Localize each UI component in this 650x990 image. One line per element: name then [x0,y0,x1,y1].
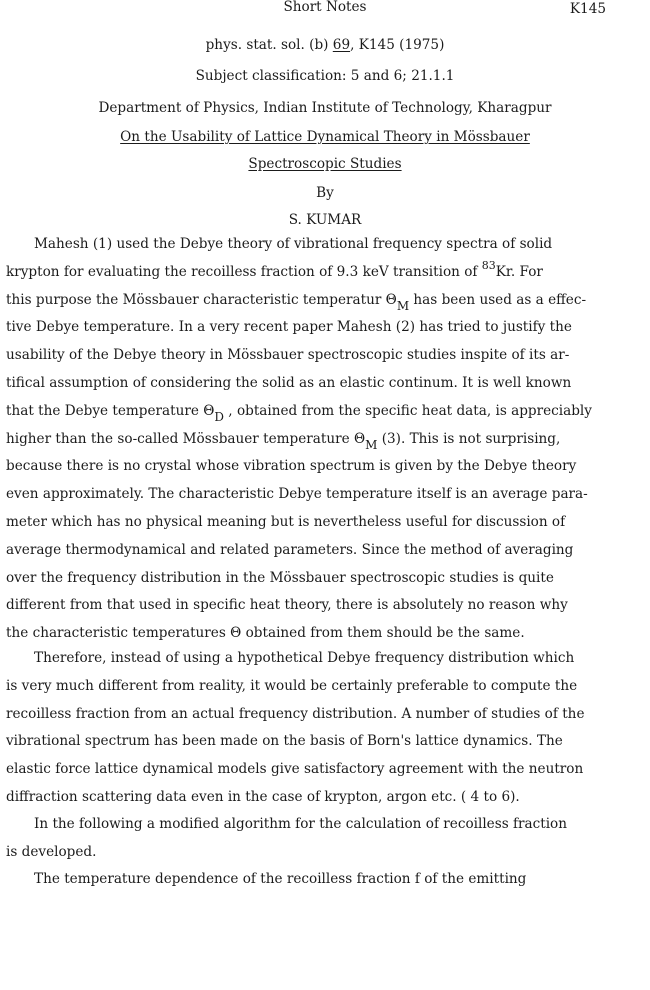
subscript: D [214,409,224,424]
text-line: vibrational spectrum has been made on the basis of Born's lattice dynamics. The [6,733,563,750]
text-line: is very much different from reality, it would be certainly preferable to compute the [6,677,578,694]
text-line: In the following a modified algorithm for the calculation of recoilless fraction [34,816,567,832]
subject-classification: Subject classification: 5 and 6; 21.1.1 [195,68,455,84]
page-code: K145 [569,1,606,17]
text-line: tive Debye temperature. In a very recent paper Mahesh (2) has tried to justify the [6,319,572,336]
text-line: the characteristic temperatures Θ obtained from them should be the same. [6,625,525,642]
subscript: M [365,437,378,452]
text-line: over the frequency distribution in the Mössbauer spectroscopic studies is quite [6,569,554,586]
text-line: recoilless fraction from an actual frequency distribution. A number of studies of the [6,705,585,722]
paragraph-2 [6,645,622,812]
text-line: meter which has no physical meaning but is nevertheless useful for discussion of [6,513,566,530]
text-line: average thermodynamical and related parameters. Since the method of averaging [6,541,574,558]
text-line: Mahesh (1) used the Debye theory of vibrational frequency spectra of solid [34,236,553,252]
text-line: is developed. [6,843,97,860]
text-line: because there is no crystal whose vibration spectrum is given by the Debye theory [6,458,577,475]
text-line: tifical assumption of considering the solid as an elastic continum. It is well known [6,374,572,391]
title-line-2: Spectroscopic Studies [248,156,402,172]
affiliation: Department of Physics, Indian Institute of Technology, Kharagpur [98,100,552,116]
running-head: Short Notes [283,0,367,15]
author: S. KUMAR [288,212,362,228]
paragraph-3 [6,811,622,867]
text-line: elastic force lattice dynamical models give satisfactory agreement with the neutron [6,761,584,778]
text-line: that the Debye temperature $\Theta_D$ , obtained from the specific heat data, is appreciably [6,402,592,424]
citation-volume: 69 [332,37,351,53]
text-line: this purpose the Mössbauer characteristic temperatur $\Theta_M$ has been used as a effec- [6,291,587,313]
text-line: different from that used in specific heat theory, there is absolutely no reason why [6,597,568,614]
text-line: usability of the Debye theory in Mössbauer spectroscopic studies inspite of its ar- [6,347,570,364]
text-line: krypton for evaluating the recoilless fraction of 9.3 keV transition of $^{83}$Kr. For [6,258,543,280]
superscript: 83 [481,258,496,272]
byline: By [316,185,334,201]
text-line: Therefore, instead of using a hypothetical Debye frequency distribution which [34,650,575,666]
citation-suffix: , K145 (1975) [350,37,445,53]
paragraph-4 [6,866,622,894]
text-line: higher than the so-called Mössbauer temperature $\Theta_M$ (3). This is not surprising, [6,430,561,452]
title-line-1: On the Usability of Lattice Dynamical Theory in Mössbauer [120,129,530,145]
subscript: M [396,298,410,313]
text-line: even approximately. The characteristic Debye temperature itself is an average para- [6,486,588,503]
citation [0,32,650,60]
text-line: The temperature dependence of the recoilless fraction f of the emitting [34,871,527,887]
citation-prefix: phys. stat. sol. (b) [205,37,333,53]
paragraph-1 [6,231,622,648]
text-line: diffraction scattering data even in the case of krypton, argon etc. ( 4 to 6). [6,788,520,805]
